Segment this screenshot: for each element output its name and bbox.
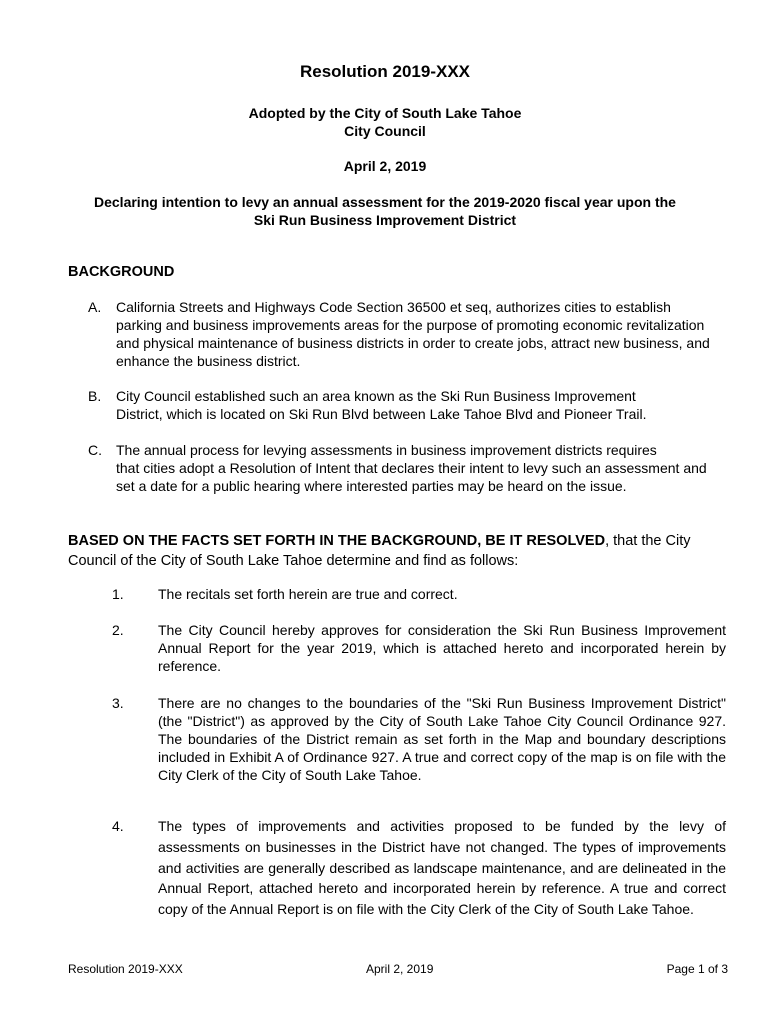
page-number: Page 1 of 3 (666, 962, 728, 976)
item-continuation: that cities adopt a Resolution of Intent that declares their intent to levy such an assessment and set a date for a public hearing where interested parties may be heard on the issue. (116, 460, 707, 494)
resolved-paragraph (68, 531, 728, 571)
background-item (88, 387, 728, 423)
item-letter: B. (88, 388, 102, 404)
council-line: City Council (344, 123, 426, 139)
subject-line-1: Declaring intention to levy an annual assessment for the 2019-2020 fiscal year upon the (94, 194, 676, 210)
background-item (88, 441, 728, 495)
finding-item (112, 621, 726, 675)
item-first-line: California Streets and Highways Code Section 36500 et seq, authorizes cities to establish (116, 299, 671, 315)
adopted-by-line: Adopted by the City of South Lake Tahoe (248, 105, 522, 121)
finding-number: 1. (112, 586, 124, 602)
footer-date: April 2, 2019 (366, 962, 434, 976)
item-first-line: The annual process for levying assessments in business improvement districts requires (116, 442, 657, 458)
background-heading: BACKGROUND (68, 264, 175, 280)
finding-number: 4. (112, 818, 124, 834)
finding-text: The City Council hereby approves for consideration the Ski Run Business Improvement Annual Report for the year 2019, which is attached hereto and incorporated herein by reference. (158, 622, 726, 674)
resolved-text: , that the City Council of the City of South Lake Tahoe determine and find as follows: (68, 533, 691, 569)
finding-item (112, 694, 726, 784)
item-letter: A. (88, 299, 102, 315)
item-letter: C. (88, 442, 102, 458)
finding-text: The types of improvements and activities proposed to be funded by the levy of assessments on businesses in the District have not changed. The types of improvements and activities are generally described as landscape maintenance, and are delineated in the Annual Report, attached hereto and incorporated herein by reference. A true and correct copy of the Annual Report is on file with the City Clerk of the City of South Lake Tahoe. (158, 818, 726, 918)
item-first-line: City Council established such an area known as the Ski Run Business Improvement (116, 388, 636, 404)
background-item (88, 298, 728, 370)
finding-number: 3. (112, 695, 124, 711)
document-title: Resolution 2019-XXX (299, 62, 471, 81)
item-continuation: parking and business improvements areas for the purpose of promoting economic revitalization and physical maintenance of business districts in order to create jobs, attract new business, and enhance the business district. (116, 317, 710, 369)
finding-text: The recitals set forth herein are true and correct. (158, 586, 458, 602)
subject-line-2: Ski Run Business Improvement District (253, 212, 517, 228)
finding-text: There are no changes to the boundaries of the "Ski Run Business Improvement District" (the "District") as approved by the City of South Lake Tahoe City Council Ordinance 927. The boundaries of the District remain as set forth in the Map and boundary descriptions included in Exhibit A of Ordinance 927. A true and correct copy of the map is on file with the City Clerk of the City of South Lake Tahoe. (158, 695, 726, 783)
finding-number: 2. (112, 622, 124, 638)
finding-item (112, 585, 726, 603)
footer-left: Resolution 2019-XXX (68, 962, 183, 976)
item-continuation: District, which is located on Ski Run Blvd between Lake Tahoe Blvd and Pioneer Trail. (116, 406, 647, 422)
document-date: April 2, 2019 (343, 158, 427, 174)
resolved-bold: BASED ON THE FACTS SET FORTH IN THE BACKGROUND, BE IT RESOLVED (68, 533, 606, 549)
finding-item (112, 816, 726, 920)
